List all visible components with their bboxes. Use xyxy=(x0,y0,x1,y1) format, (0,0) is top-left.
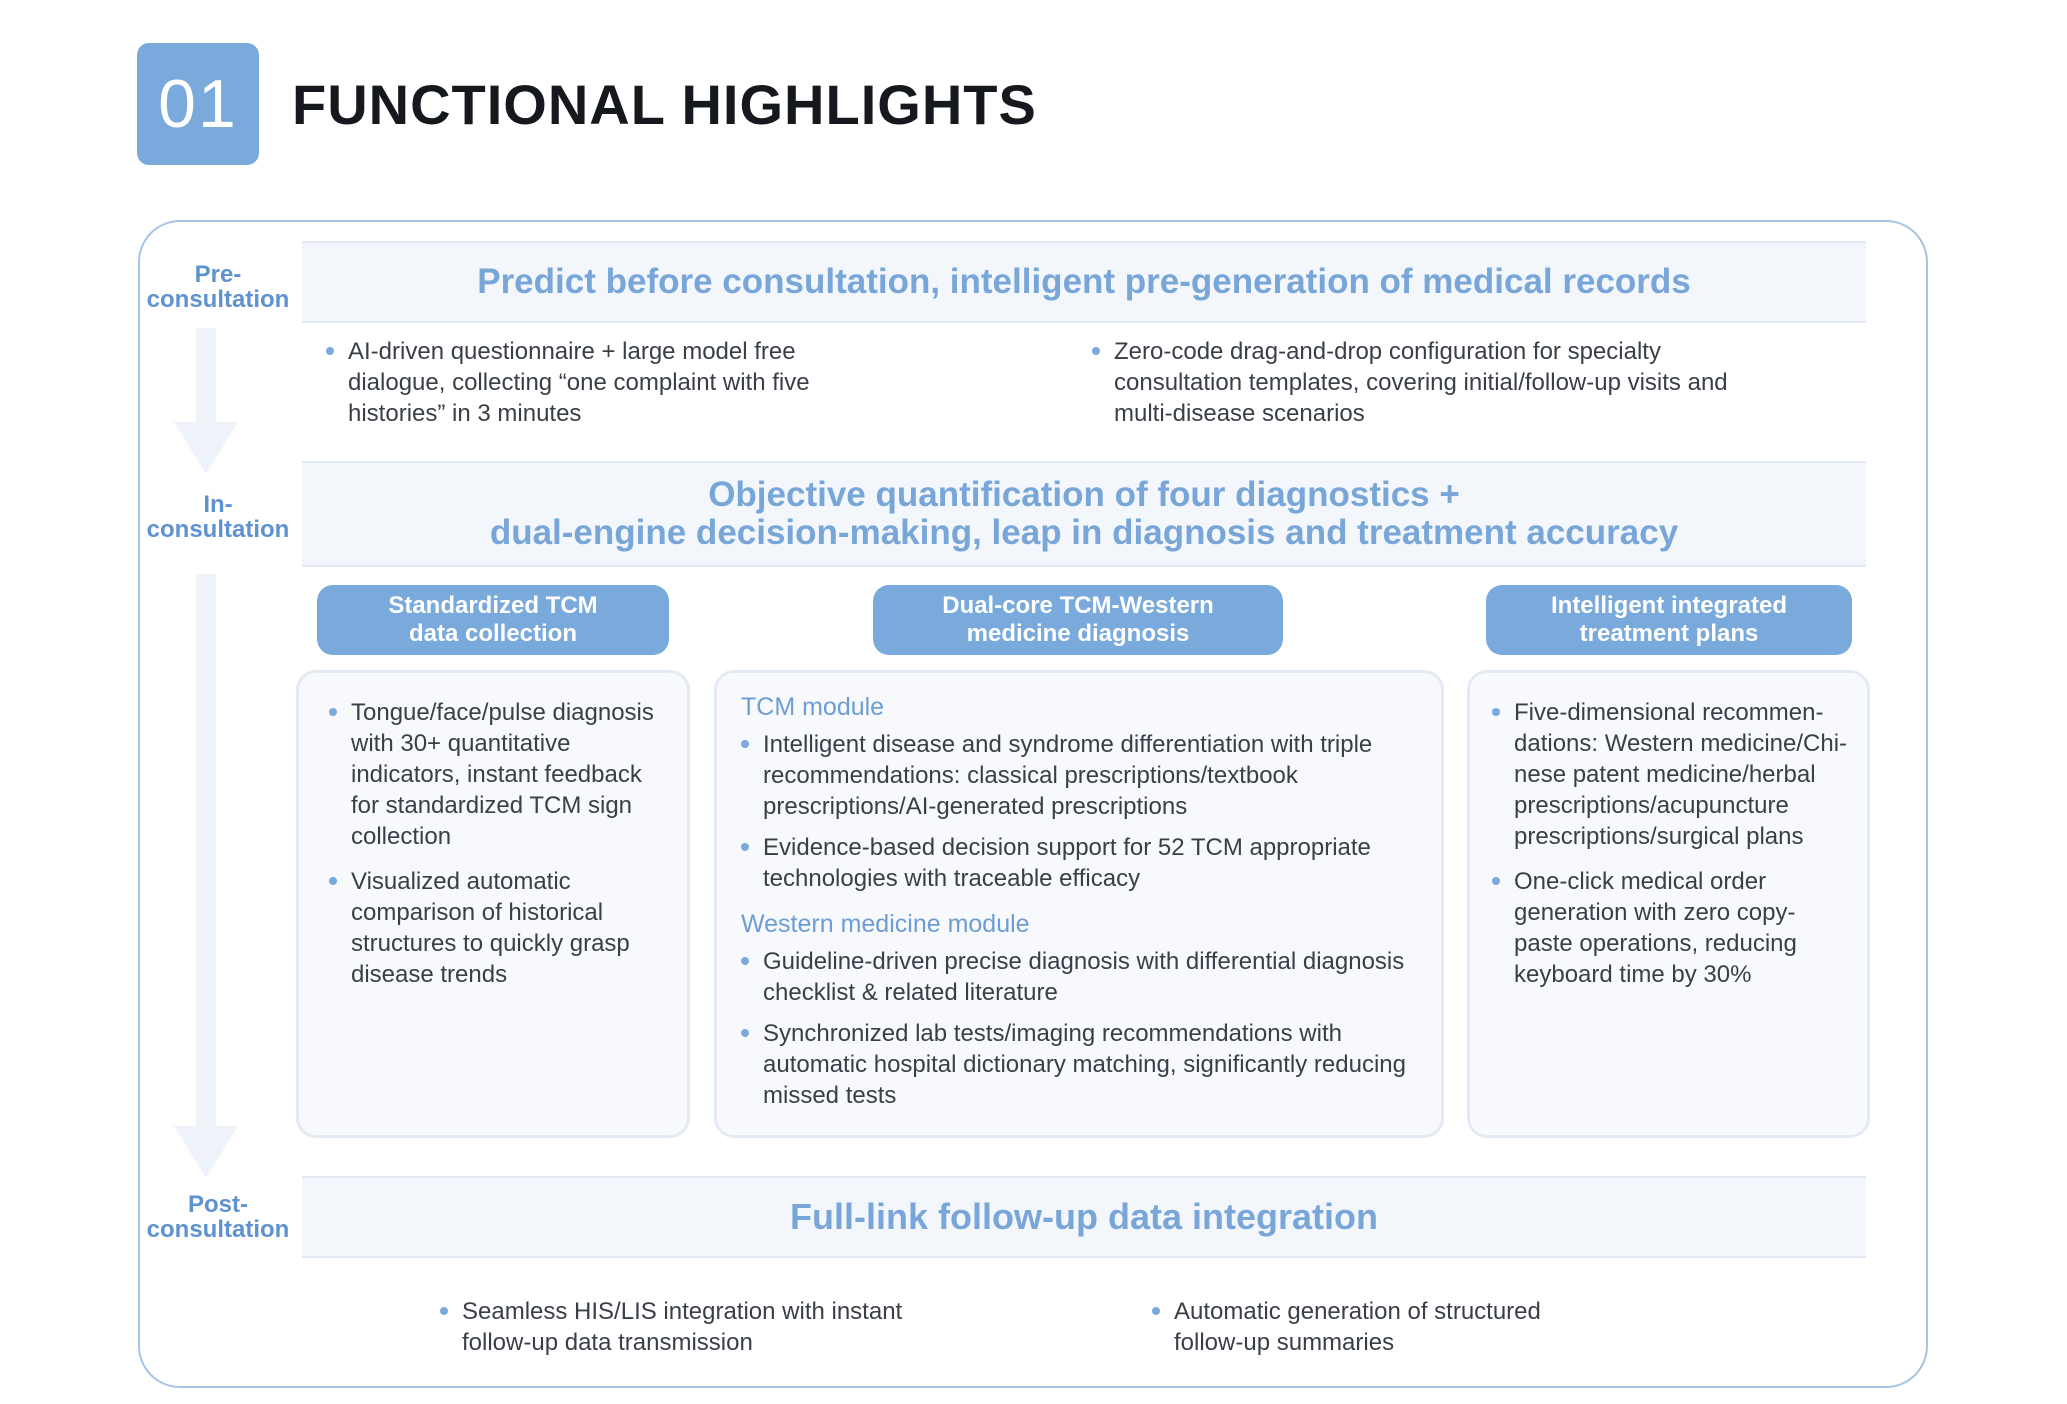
tcm-module-point-2: Evidence-based decision support for 52 TCM appropriate technologies with traceable efficacy xyxy=(741,832,1423,894)
treatment-point-1: Five-dimensional recommen-dations: Western medicine/Chi-nese patent medicine/herbal prescriptions/acupuncture prescriptions/surgical plans xyxy=(1492,697,1853,852)
tcm-collection-point-1: Tongue/face/pulse diagnosis with 30+ quantitative indicators, instant feedback for standardized TCM sign collection xyxy=(329,697,665,852)
page-title: FUNCTIONAL HIGHLIGHTS xyxy=(292,73,1037,136)
card-dual-core-diagnosis xyxy=(714,670,1444,1138)
banner-in: Objective quantification of four diagnostics + dual-engine decision-making, leap in diagnosis and treatment accuracy xyxy=(302,461,1866,567)
pill-integrated-treatment: Intelligent integrated treatment plans xyxy=(1486,585,1852,655)
pill-standardized-tcm: Standardized TCM data collection xyxy=(317,585,669,655)
flow-arrow-in-head xyxy=(174,1126,238,1178)
flow-arrow-in-shaft xyxy=(196,574,216,1130)
western-module-point-2: Synchronized lab tests/imaging recommendations with automatic hospital dictionary matching, significantly reducing missed tests xyxy=(741,1018,1423,1111)
tcm-module-point-1: Intelligent disease and syndrome differentiation with triple recommendations: classical prescriptions/textbook prescriptions/AI-generated prescriptions xyxy=(741,729,1423,822)
card-standardized-tcm xyxy=(296,670,690,1138)
treatment-point-2: One-click medical order generation with zero copy-paste operations, reducing keyboard time by 30% xyxy=(1492,866,1853,990)
banner-post: Full-link follow-up data integration xyxy=(302,1176,1866,1258)
post-point-1: Seamless HIS/LIS integration with instant follow-up data transmission xyxy=(440,1296,940,1358)
tcm-collection-point-2: Visualized automatic comparison of historical structures to quickly grasp disease trends xyxy=(329,866,665,990)
flow-arrow-pre-head xyxy=(174,422,238,474)
stage-label-post: Post- consultation xyxy=(146,1191,290,1243)
card-integrated-treatment xyxy=(1467,670,1870,1138)
banner-pre: Predict before consultation, intelligent pre-generation of medical records xyxy=(302,241,1866,323)
western-module-title: Western medicine module xyxy=(741,910,1030,938)
post-point-2: Automatic generation of structured follow-up summaries xyxy=(1152,1296,1612,1358)
pre-point-2: Zero-code drag-and-drop configuration for specialty consultation templates, covering initial/follow-up visits and multi-disease scenarios xyxy=(1092,336,1732,429)
section-number-badge xyxy=(137,43,259,165)
section-number: 01 xyxy=(158,66,238,142)
stage-label-in: In- consultation xyxy=(146,491,290,543)
tcm-module-title: TCM module xyxy=(741,693,885,721)
flow-arrow-pre-shaft xyxy=(196,328,216,424)
western-module-point-1: Guideline-driven precise diagnosis with differential diagnosis checklist & related literature xyxy=(741,946,1423,1008)
pill-dual-core-diagnosis: Dual-core TCM-Western medicine diagnosis xyxy=(873,585,1283,655)
stage-label-pre: Pre- consultation xyxy=(146,261,290,313)
pre-point-1: AI-driven questionnaire + large model free dialogue, collecting “one complaint with five histories” in 3 minutes xyxy=(326,336,866,429)
